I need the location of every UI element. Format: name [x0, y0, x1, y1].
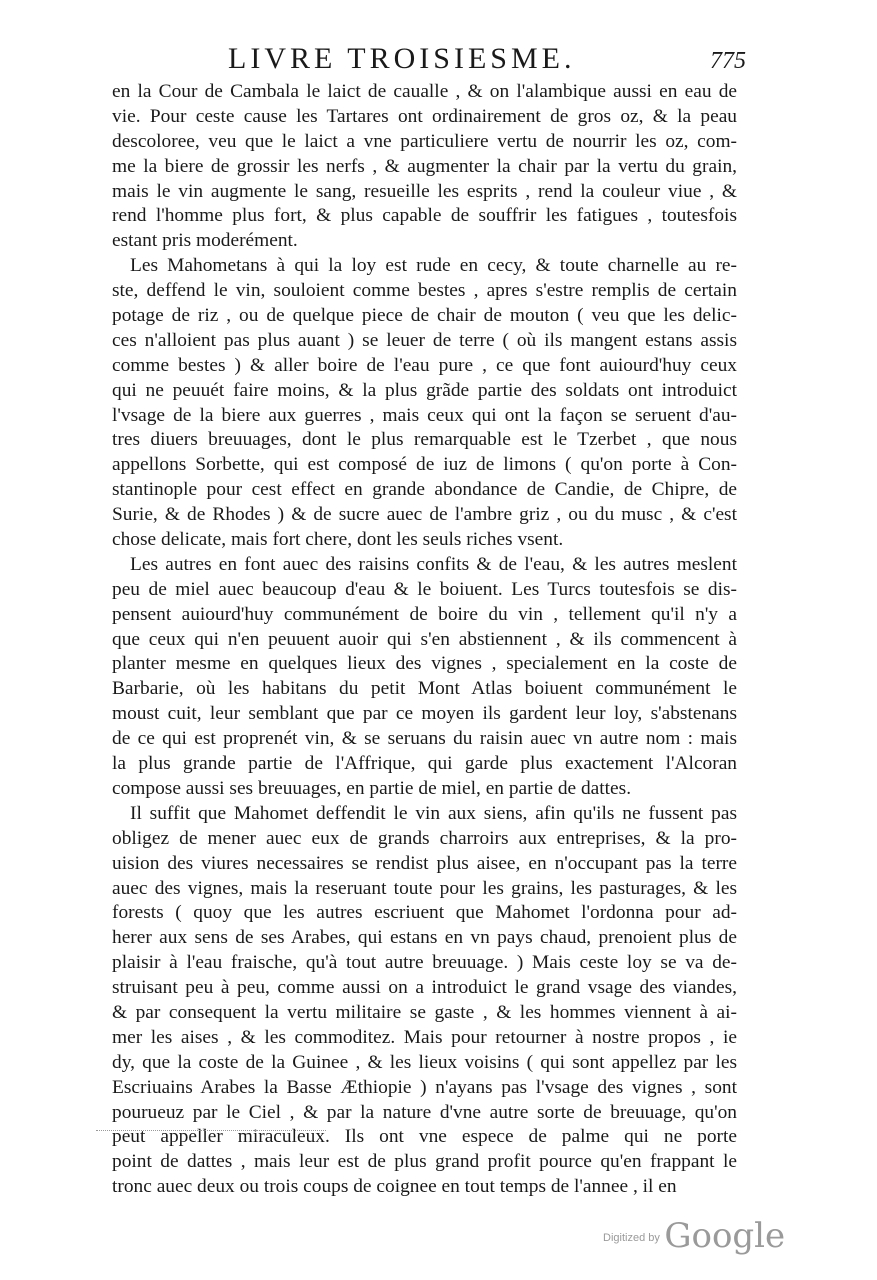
- text-line: planter mesme en quelques lieux des vignes , specialement en la coste de: [112, 653, 737, 675]
- text-line: Surie, & de Rhodes ) & de sucre auec de l'ambre griz , ou du musc , & c'est: [112, 504, 737, 526]
- digitization-watermark: [603, 1216, 785, 1256]
- text-line: de ce qui est proprenét vin, & se seruans du raisin auec vn autre nom : mais: [112, 728, 737, 750]
- text-line: potage de riz , ou de quelque piece de chair de mouton ( veu que les delic-: [112, 305, 737, 327]
- text-line: obligez de mener auec eux de grands charroirs aux entreprises, & la pro-: [112, 827, 737, 849]
- text-line: en la Cour de Cambala le laict de caualle , & on l'alambique aussi en eau de: [112, 81, 737, 102]
- paragraph: [112, 80, 737, 254]
- text-line: peut appeller miraculeux. Ils ont vne espece de palme qui ne porte: [112, 1126, 737, 1148]
- text-line: plaisir à l'eau fraische, qu'à tout autre breuuage. ) Mais ceste loy se va de-: [112, 952, 737, 974]
- text-line: auec des vignes, mais la reseruant toute pour les grains, les pasturages, & les: [112, 877, 737, 899]
- digitized-label: Digitized by: [603, 1232, 660, 1244]
- text-line: descoloree, veu que le laict a vne particuliere vertu de nourrir les oz, com-: [112, 130, 737, 152]
- bleed-through-line: [96, 1120, 326, 1131]
- text-line: appellons Sorbette, qui est composé de iuz de limons ( qu'on porte à Con-: [112, 454, 737, 476]
- text-line: point de dattes , mais leur est de plus grand profit pource qu'en frappant le: [112, 1151, 737, 1173]
- text-line: ces n'alloient pas plus auant ) se leuer de terre ( où ils mangent estans assis: [112, 329, 737, 351]
- text-line: me la biere de grossir les nerfs , & augmenter la chair par la vertu du grain,: [112, 155, 737, 177]
- text-line: l'vsage de la biere aux guerres , mais ceux qui ont la façon se seruent d'au-: [112, 404, 737, 426]
- text-line: stantinople pour cest effect en grande abondance de Candie, de Chipre, de: [112, 479, 737, 501]
- paragraph: [112, 802, 737, 1200]
- text-line: & par consequent la vertu militaire se gaste , & les hommes viennent à ai-: [112, 1001, 737, 1023]
- text-line: pourueuz par le Ciel , & par la nature d'vne autre sorte de breuuage, qu'on: [112, 1101, 737, 1123]
- text-line: pensent auiourd'huy communément de boire du vin , tellement qu'il n'y a: [112, 603, 737, 625]
- text-line: herer aux sens de ses Arabes, qui estans en vn pays chaud, prenoient plus de: [112, 927, 737, 949]
- text-line: tres diuers breuuages, dont le plus remarquable est le Tzerbet , que nous: [112, 429, 737, 451]
- text-line: la plus grande partie de l'Affrique, qui garde plus exactement l'Alcoran: [112, 753, 737, 775]
- text-line: Les autres en font auec des raisins confits & de l'eau, & les autres meslent: [130, 553, 737, 575]
- text-line: tronc auec deux ou trois coups de coignee en tout temps de l'annee , il en: [112, 1176, 677, 1198]
- running-title: LIVRE TROISIESME.: [228, 42, 576, 75]
- text-line: comme bestes ) & aller boire de l'eau pure , ce que font auiourd'huy ceux: [112, 354, 737, 376]
- text-line: mer les aises , & les commoditez. Mais pour retourner à nostre propos , ie: [112, 1026, 737, 1048]
- text-line: peu de miel auec beaucoup d'eau & le boiuent. Les Turcs toutesfois se dis-: [112, 578, 737, 600]
- text-line: mais le vin augmente le sang, resueille les esprits , rend la couleur viue , &: [112, 180, 737, 202]
- text-line: que ceux qui n'en peuuent auoir qui s'en abstiennent , & ils commencent à: [112, 628, 737, 650]
- text-line: vie. Pour ceste cause les Tartares ont ordinairement de gros oz, & la peau: [112, 105, 737, 127]
- text-line: compose aussi ses breuuages, en partie de miel, en partie de dattes.: [112, 777, 632, 799]
- text-line: moust cuit, leur semblant que par ce moyen ils gardent leur loy, s'abstenans: [112, 703, 737, 725]
- text-line: Barbarie, où les habitans du petit Mont Atlas boiuent communément le: [112, 678, 737, 700]
- text-line: Il suffit que Mahomet deffendit le vin aux siens, afin qu'ils ne fussent pas: [130, 802, 737, 824]
- text-line: uision des viures necessaires se rendist plus aisee, en n'occupant pas la terre: [112, 852, 737, 874]
- text-line: struisant peu à peu, comme aussi on a introduict le grand vsage des viandes,: [112, 977, 737, 999]
- text-line: ste, deffend le vin, souloient comme bestes , apres s'estre remplis de certain: [112, 280, 737, 302]
- text-line: dy, que la coste de la Guinee , & les lieux voisins ( qui sont appellez par les: [112, 1051, 737, 1073]
- body-text: [112, 80, 737, 1200]
- paragraph: [112, 553, 737, 802]
- paragraph: [112, 254, 737, 553]
- page-number: 775: [710, 48, 746, 74]
- google-logo: Google: [664, 1216, 786, 1256]
- text-line: forests ( quoy que les autres escriuent que Mahomet l'ordonna pour ad-: [112, 902, 737, 924]
- text-line: qui ne peuuét faire moins, & la plus grãde partie des soldats ont introduict: [112, 379, 737, 401]
- text-line: Les Mahometans à qui la loy est rude en cecy, & toute charnelle au re-: [130, 255, 737, 277]
- text-line: rend l'homme plus fort, & plus capable de souffrir les fatigues , toutesfois: [112, 205, 737, 227]
- text-line: estant pris moderément.: [112, 230, 298, 252]
- text-line: Escriuains Arabes la Basse Æthiopie ) n'ayans pas l'vsage des vignes , sont: [112, 1076, 737, 1098]
- text-line: chose delicate, mais fort chere, dont les seuls riches vsent.: [112, 529, 564, 551]
